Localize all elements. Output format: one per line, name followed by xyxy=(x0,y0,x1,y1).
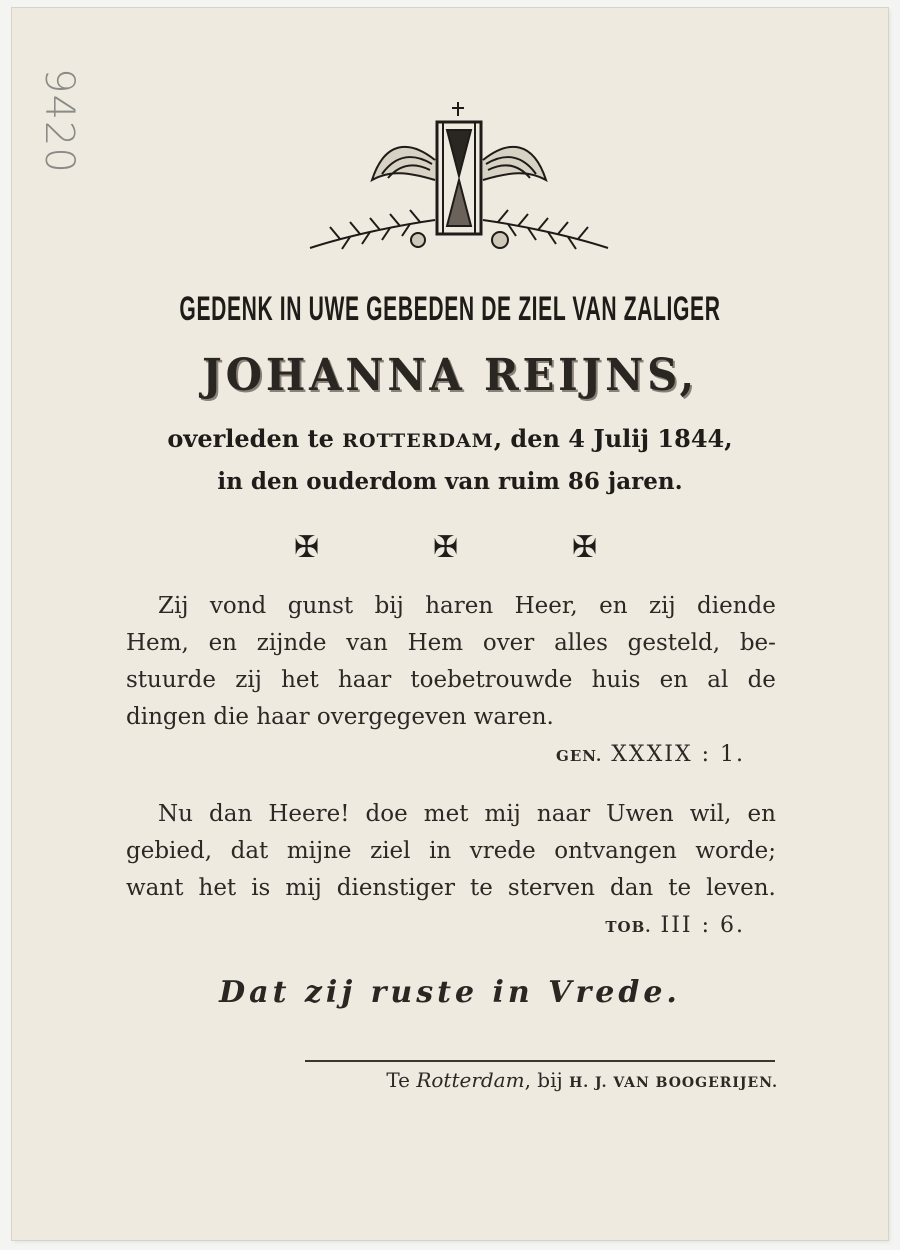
verse-word: Nu xyxy=(158,801,193,827)
ref-verse: III : 6. xyxy=(660,913,745,938)
verse-word: van xyxy=(346,630,388,656)
verse-line xyxy=(126,699,776,736)
verse-word: diende xyxy=(697,593,776,619)
verse-word: zij xyxy=(649,593,676,619)
hourglass-wings-emblem xyxy=(300,100,620,260)
cross-icon: ✠ xyxy=(572,530,598,565)
death-line xyxy=(0,424,900,453)
verse-word: ontvangen xyxy=(554,838,677,864)
inventory-number: 9420 xyxy=(36,68,82,174)
verse-word: gesteld, xyxy=(627,630,721,656)
ref-book: GEN. xyxy=(556,747,603,765)
verse-reference-genesis xyxy=(556,742,745,767)
verse-word: haar xyxy=(337,667,392,693)
verse-line xyxy=(126,870,776,907)
verse-word: Hem, xyxy=(126,630,189,656)
verse-word: huis xyxy=(591,667,641,693)
verse-word: gebied, xyxy=(126,838,213,864)
verse-word: en xyxy=(747,801,776,827)
cross-ornaments xyxy=(0,530,900,570)
verse-line xyxy=(126,796,776,833)
verse-word: leven. xyxy=(706,875,776,901)
verse-word: en xyxy=(208,630,237,656)
ref-book: TOB. xyxy=(605,918,652,936)
verse-line xyxy=(126,588,776,625)
deceased-name: JOHANNA REIJNS, xyxy=(202,350,698,401)
printer-imprint xyxy=(386,1068,778,1092)
verse-word: het xyxy=(281,667,319,693)
verse-reference-tobit xyxy=(605,913,745,938)
verse-word: be- xyxy=(739,630,776,656)
divider xyxy=(305,1060,775,1062)
verse-word: dingen die haar overgegeven waren. xyxy=(126,704,554,730)
death-prefix: overleden te xyxy=(167,424,343,453)
verse-word: sterven xyxy=(507,875,595,901)
verse-word: is xyxy=(251,875,271,901)
death-place: ROTTERDAM xyxy=(342,430,494,452)
verse-word: alles xyxy=(554,630,608,656)
closing-blessing: Dat zij ruste in Vrede. xyxy=(219,975,681,1010)
verse-word: dan xyxy=(610,875,654,901)
verse-word: vond xyxy=(209,593,267,619)
verse-word: en xyxy=(599,593,628,619)
verse-word: worde; xyxy=(695,838,776,864)
verse-word: Heer, xyxy=(514,593,578,619)
imprint-printer: H. J. VAN BOOGERIJEN. xyxy=(569,1075,778,1091)
ref-verse: XXXIX : 1. xyxy=(611,742,745,767)
verse-word: in xyxy=(429,838,452,864)
verse-word: te xyxy=(470,875,493,901)
cross-icon: ✠ xyxy=(433,530,459,565)
verse-word: gunst xyxy=(287,593,354,619)
imprint-city: Rotterdam xyxy=(416,1068,525,1092)
verse-word: dienstiger xyxy=(336,875,455,901)
verse-word: Hem xyxy=(407,630,464,656)
verse-word: Heere! xyxy=(268,801,350,827)
verse-tobit xyxy=(126,796,776,907)
verse-word: haren xyxy=(425,593,494,619)
verse-word: toebetrouwde xyxy=(410,667,573,693)
verse-word: naar xyxy=(536,801,591,827)
verse-line xyxy=(126,662,776,699)
verse-word: dat xyxy=(230,838,269,864)
verse-word: Uwen xyxy=(606,801,674,827)
verse-word: zijnde xyxy=(256,630,327,656)
verse-word: ziel xyxy=(370,838,411,864)
age-line: in den ouderdom van ruim 86 jaren. xyxy=(217,468,683,495)
verse-word: stuurde xyxy=(126,667,217,693)
verse-word: mijne xyxy=(286,838,352,864)
verse-word: doe xyxy=(365,801,408,827)
imprint-mid: , bij xyxy=(524,1068,570,1092)
verse-word: de xyxy=(747,667,776,693)
verse-word: en xyxy=(659,667,689,693)
verse-word: bij xyxy=(374,593,404,619)
verse-word: want xyxy=(126,875,184,901)
death-date: , den 4 Julij 1844, xyxy=(493,424,733,453)
verse-word: mij xyxy=(484,801,521,827)
verse-word: vrede xyxy=(469,838,536,864)
verse-word: mij xyxy=(285,875,322,901)
verse-genesis xyxy=(126,588,776,736)
verse-word: te xyxy=(668,875,692,901)
card-heading: GEDENK IN UWE GEBEDEN DE ZIEL VAN ZALIGER xyxy=(179,290,721,328)
verse-line xyxy=(126,625,776,662)
verse-word: het xyxy=(198,875,237,901)
verse-word: wil, xyxy=(689,801,732,827)
verse-word: met xyxy=(423,801,469,827)
verse-word: over xyxy=(482,630,535,656)
cross-icon: ✠ xyxy=(294,530,320,565)
verse-line xyxy=(126,833,776,870)
verse-word: dan xyxy=(209,801,253,827)
verse-word: zij xyxy=(235,667,262,693)
verse-word: Zij xyxy=(158,593,189,619)
verse-word: al xyxy=(707,667,729,693)
imprint-prefix: Te xyxy=(386,1068,417,1092)
